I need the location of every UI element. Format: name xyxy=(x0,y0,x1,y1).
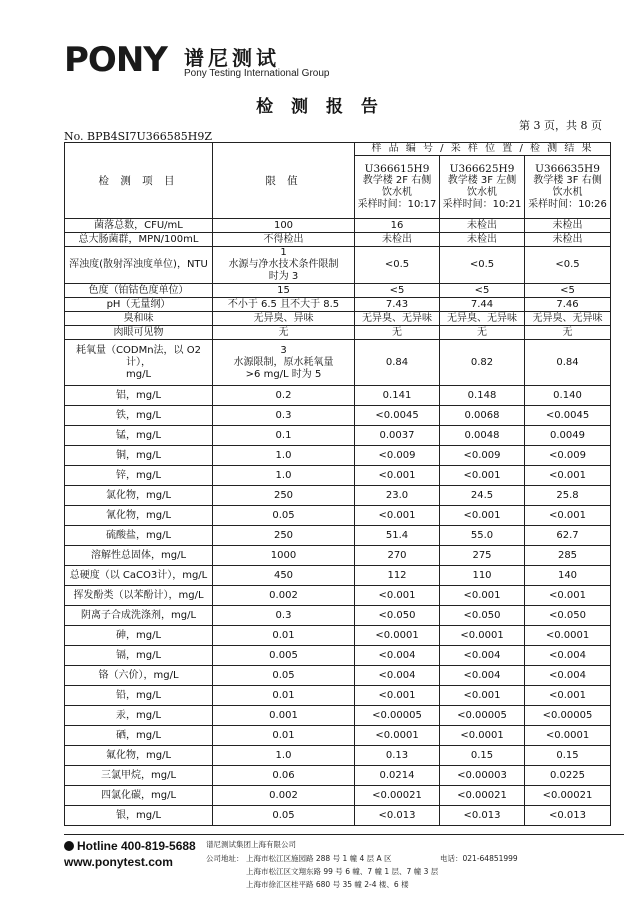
row-limit: 0.3 xyxy=(213,406,355,426)
row-result-1: <0.013 xyxy=(355,806,440,826)
table-row xyxy=(65,233,611,247)
table-row xyxy=(65,606,611,626)
row-result-2: <0.004 xyxy=(440,646,525,666)
row-result-2: 0.0048 xyxy=(440,426,525,446)
row-result-2: <0.00021 xyxy=(440,786,525,806)
row-result-3: <0.001 xyxy=(525,686,611,706)
table-row xyxy=(65,506,611,526)
row-limit: 250 xyxy=(213,526,355,546)
row-result-2: 275 xyxy=(440,546,525,566)
row-result-1: <0.5 xyxy=(355,247,440,284)
row-result-2: 7.44 xyxy=(440,298,525,312)
row-result-2: 110 xyxy=(440,566,525,586)
row-result-3: 140 xyxy=(525,566,611,586)
row-item-name: 浑浊度(散射浑浊度单位)，NTU xyxy=(65,247,213,284)
row-limit: 0.3 xyxy=(213,606,355,626)
row-result-1: <0.009 xyxy=(355,446,440,466)
row-limit: 0.002 xyxy=(213,586,355,606)
row-result-2: <0.001 xyxy=(440,466,525,486)
page-info: 第 3 页，共 8 页 xyxy=(519,119,602,132)
row-item-name: 铅，mg/L xyxy=(65,686,213,706)
row-result-3: 62.7 xyxy=(525,526,611,546)
table-row xyxy=(65,219,611,233)
row-result-2: <0.0001 xyxy=(440,626,525,646)
row-result-3: <0.0001 xyxy=(525,626,611,646)
row-result-1: <0.00005 xyxy=(355,706,440,726)
row-result-2: <0.004 xyxy=(440,666,525,686)
row-limit: 1000 xyxy=(213,546,355,566)
row-result-2: <0.050 xyxy=(440,606,525,626)
sample-device: 饮水机 xyxy=(467,187,497,198)
row-result-1: <0.004 xyxy=(355,646,440,666)
table-row xyxy=(65,526,611,546)
row-limit: 450 xyxy=(213,566,355,586)
table-row xyxy=(65,566,611,586)
row-result-2: <0.001 xyxy=(440,506,525,526)
row-result-2: 未检出 xyxy=(440,233,525,247)
row-result-2: 未检出 xyxy=(440,219,525,233)
row-result-3: 0.140 xyxy=(525,386,611,406)
table-row xyxy=(65,247,611,284)
row-result-3: <0.001 xyxy=(525,466,611,486)
row-limit: 250 xyxy=(213,486,355,506)
address-line-1: 上海市松江区施园路 288 号 1 幢 4 层 A 区 xyxy=(246,854,392,863)
row-result-3: 未检出 xyxy=(525,233,611,247)
sample-location: 教学楼 2F 右侧 xyxy=(362,175,432,186)
row-item-name: 阴离子合成洗涤剂，mg/L xyxy=(65,606,213,626)
sample-header xyxy=(440,156,525,219)
column-header-limit: 限 值 xyxy=(213,143,355,219)
row-item-name: 镉，mg/L xyxy=(65,646,213,666)
row-limit: 1.0 xyxy=(213,746,355,766)
table-row xyxy=(65,786,611,806)
row-result-2: 无 xyxy=(440,326,525,340)
row-result-2: 0.15 xyxy=(440,746,525,766)
footer xyxy=(64,834,624,895)
row-result-3: <0.0001 xyxy=(525,726,611,746)
sample-id: U366635H9 xyxy=(535,163,600,175)
sample-id: U366615H9 xyxy=(364,163,430,175)
row-result-1: 51.4 xyxy=(355,526,440,546)
sample-location: 教学楼 3F 右侧 xyxy=(533,175,602,186)
row-item-name: 锌，mg/L xyxy=(65,466,213,486)
row-item-name: 氯化物，mg/L xyxy=(65,486,213,506)
row-item-name: 氟化物，mg/L xyxy=(65,746,213,766)
row-item-name: 臭和味 xyxy=(65,312,213,326)
row-limit: 0.01 xyxy=(213,626,355,646)
row-result-1: 无 xyxy=(355,326,440,340)
row-result-1: 112 xyxy=(355,566,440,586)
table-row xyxy=(65,586,611,606)
brand-name-en: Pony Testing International Group xyxy=(184,68,330,79)
sample-header xyxy=(355,156,440,219)
report-title: 检 测 报 告 xyxy=(256,97,384,117)
table-row xyxy=(65,686,611,706)
table-row xyxy=(65,746,611,766)
row-result-1: 0.0214 xyxy=(355,766,440,786)
column-header-item: 检 测 项 目 xyxy=(65,143,213,219)
sample-location: 教学楼 3F 左侧 xyxy=(447,175,517,186)
sample-device: 饮水机 xyxy=(382,187,412,198)
row-limit: 0.001 xyxy=(213,706,355,726)
row-item-name: 耗氧量（CODMn法，以 O2计）， mg/L xyxy=(65,340,213,386)
row-result-3: 0.0049 xyxy=(525,426,611,446)
address-label: 公司地址： xyxy=(206,854,244,863)
row-item-name: 铝，mg/L xyxy=(65,386,213,406)
row-result-1: <0.0001 xyxy=(355,626,440,646)
row-result-2: 0.148 xyxy=(440,386,525,406)
row-item-name: 溶解性总固体，mg/L xyxy=(65,546,213,566)
row-result-1: 未检出 xyxy=(355,233,440,247)
table-row xyxy=(65,726,611,746)
row-result-3: <0.004 xyxy=(525,646,611,666)
row-result-3: 285 xyxy=(525,546,611,566)
row-result-1: <0.00021 xyxy=(355,786,440,806)
column-header-sample-group: 样 品 编 号 / 采 样 位 置 / 检 测 结 果 xyxy=(355,143,611,156)
table-row xyxy=(65,646,611,666)
row-result-1: <0.001 xyxy=(355,686,440,706)
row-result-2: 24.5 xyxy=(440,486,525,506)
table-row xyxy=(65,466,611,486)
row-item-name: 菌落总数，CFU/mL xyxy=(65,219,213,233)
sample-device: 饮水机 xyxy=(552,187,583,198)
table-row xyxy=(65,626,611,646)
row-result-1: <0.001 xyxy=(355,466,440,486)
row-result-3: <0.009 xyxy=(525,446,611,466)
row-limit: 15 xyxy=(213,284,355,298)
row-item-name: 硫酸盐，mg/L xyxy=(65,526,213,546)
row-result-3: 0.0225 xyxy=(525,766,611,786)
row-result-2: <5 xyxy=(440,284,525,298)
row-item-name: 氰化物，mg/L xyxy=(65,506,213,526)
sample-header xyxy=(525,156,611,219)
row-item-name: 铜，mg/L xyxy=(65,446,213,466)
row-limit: 100 xyxy=(213,219,355,233)
phone-icon xyxy=(64,841,74,851)
row-item-name: 总大肠菌群，MPN/100mL xyxy=(65,233,213,247)
row-result-1: 7.43 xyxy=(355,298,440,312)
address-line-3: 上海市徐汇区桂平路 680 号 35 幢 2-4 楼、6 楼 xyxy=(246,880,409,889)
row-result-1: 0.0037 xyxy=(355,426,440,446)
row-limit: 0.2 xyxy=(213,386,355,406)
row-result-1: 270 xyxy=(355,546,440,566)
table-row xyxy=(65,406,611,426)
sample-id: U366625H9 xyxy=(449,163,515,175)
row-result-1: <0.050 xyxy=(355,606,440,626)
row-result-2: <0.001 xyxy=(440,686,525,706)
row-limit: 0.005 xyxy=(213,646,355,666)
row-result-3: <0.050 xyxy=(525,606,611,626)
row-result-3: 无 xyxy=(525,326,611,340)
row-item-name: 砷，mg/L xyxy=(65,626,213,646)
row-result-1: <0.0001 xyxy=(355,726,440,746)
row-result-3: <0.0045 xyxy=(525,406,611,426)
row-result-3: <0.00005 xyxy=(525,706,611,726)
table-row xyxy=(65,446,611,466)
row-item-name: 锰，mg/L xyxy=(65,426,213,446)
row-limit: 不小于 6.5 且不大于 8.5 xyxy=(213,298,355,312)
row-result-3: <0.004 xyxy=(525,666,611,686)
row-limit: 1.0 xyxy=(213,446,355,466)
brand-name-cn: 谱尼测试 xyxy=(184,46,280,70)
row-result-2: 无异臭、无异味 xyxy=(440,312,525,326)
row-limit: 0.01 xyxy=(213,726,355,746)
results-table xyxy=(64,142,611,826)
pony-logo xyxy=(64,42,174,78)
row-result-1: 无异臭、无异味 xyxy=(355,312,440,326)
row-result-3: 7.46 xyxy=(525,298,611,312)
table-row xyxy=(65,666,611,686)
row-result-1: <0.0045 xyxy=(355,406,440,426)
row-item-name: 肉眼可见物 xyxy=(65,326,213,340)
row-result-2: <0.00003 xyxy=(440,766,525,786)
table-row xyxy=(65,766,611,786)
report-number: No. BPB4SI7U366585H9Z xyxy=(64,130,212,143)
logo-text: PONY xyxy=(64,40,167,80)
row-limit: 0.01 xyxy=(213,686,355,706)
row-limit: 0.05 xyxy=(213,666,355,686)
row-limit: 无 xyxy=(213,326,355,340)
table-row xyxy=(65,340,611,386)
sample-time: 采样时间：10:21 xyxy=(442,199,522,210)
row-result-2: <0.013 xyxy=(440,806,525,826)
hotline xyxy=(64,839,196,853)
row-result-2: 55.0 xyxy=(440,526,525,546)
row-result-3: <0.013 xyxy=(525,806,611,826)
row-result-1: <5 xyxy=(355,284,440,298)
table-row xyxy=(65,326,611,340)
row-limit: 不得检出 xyxy=(213,233,355,247)
row-item-name: 汞，mg/L xyxy=(65,706,213,726)
sample-time: 采样时间：10:26 xyxy=(528,199,607,210)
row-result-2: <0.00005 xyxy=(440,706,525,726)
sample-time: 采样时间：10:17 xyxy=(357,199,437,210)
row-result-1: 16 xyxy=(355,219,440,233)
row-limit: 0.1 xyxy=(213,426,355,446)
row-item-name: 银，mg/L xyxy=(65,806,213,826)
table-row xyxy=(65,806,611,826)
row-limit: 0.002 xyxy=(213,786,355,806)
row-item-name: 硒，mg/L xyxy=(65,726,213,746)
row-item-name: 总硬度（以 CaCO3计），mg/L xyxy=(65,566,213,586)
row-limit: 0.05 xyxy=(213,806,355,826)
row-result-1: <0.001 xyxy=(355,506,440,526)
row-result-3: <5 xyxy=(525,284,611,298)
row-result-3: 无异臭、无异味 xyxy=(525,312,611,326)
row-item-name: 铬（六价），mg/L xyxy=(65,666,213,686)
website: www.ponytest.com xyxy=(64,855,173,869)
row-result-3: 未检出 xyxy=(525,219,611,233)
row-result-3: 25.8 xyxy=(525,486,611,506)
table-row xyxy=(65,298,611,312)
table-row xyxy=(65,284,611,298)
row-result-1: 23.0 xyxy=(355,486,440,506)
table-row xyxy=(65,386,611,406)
row-limit: 3 水源限制，原水耗氧量 >6 mg/L 时为 5 xyxy=(213,340,355,386)
table-row xyxy=(65,426,611,446)
row-result-3: 0.15 xyxy=(525,746,611,766)
row-result-3: <0.001 xyxy=(525,506,611,526)
row-limit: 0.06 xyxy=(213,766,355,786)
row-result-2: <0.001 xyxy=(440,586,525,606)
table-row xyxy=(65,486,611,506)
row-item-name: 色度（铂钴色度单位） xyxy=(65,284,213,298)
row-result-2: <0.0001 xyxy=(440,726,525,746)
row-result-3: 0.84 xyxy=(525,340,611,386)
row-result-3: <0.001 xyxy=(525,586,611,606)
table-row xyxy=(65,546,611,566)
row-result-1: 0.84 xyxy=(355,340,440,386)
table-row xyxy=(65,706,611,726)
row-result-2: <0.5 xyxy=(440,247,525,284)
row-item-name: 铁，mg/L xyxy=(65,406,213,426)
address-line-2: 上海市松江区文翔东路 99 号 6 幢、7 幢 1 层、7 幢 3 层 xyxy=(246,867,439,876)
row-result-3: <0.00021 xyxy=(525,786,611,806)
row-limit: 1 水源与净水技术条件限制 时为 3 xyxy=(213,247,355,284)
row-result-1: <0.001 xyxy=(355,586,440,606)
row-result-1: <0.004 xyxy=(355,666,440,686)
row-item-name: pH（无量纲） xyxy=(65,298,213,312)
row-result-2: 0.0068 xyxy=(440,406,525,426)
row-result-1: 0.141 xyxy=(355,386,440,406)
hotline-text: Hotline 400-819-5688 xyxy=(77,839,196,853)
row-limit: 无异臭、异味 xyxy=(213,312,355,326)
phone-number: 电话：021-64851999 xyxy=(440,854,518,863)
row-result-2: 0.82 xyxy=(440,340,525,386)
row-item-name: 四氯化碳，mg/L xyxy=(65,786,213,806)
company-name: 谱尼测试集团上海有限公司 xyxy=(206,840,296,849)
row-limit: 1.0 xyxy=(213,466,355,486)
row-result-1: 0.13 xyxy=(355,746,440,766)
row-item-name: 三氯甲烷，mg/L xyxy=(65,766,213,786)
row-item-name: 挥发酚类（以苯酚计），mg/L xyxy=(65,586,213,606)
row-result-2: <0.009 xyxy=(440,446,525,466)
row-limit: 0.05 xyxy=(213,506,355,526)
table-row xyxy=(65,312,611,326)
row-result-3: <0.5 xyxy=(525,247,611,284)
